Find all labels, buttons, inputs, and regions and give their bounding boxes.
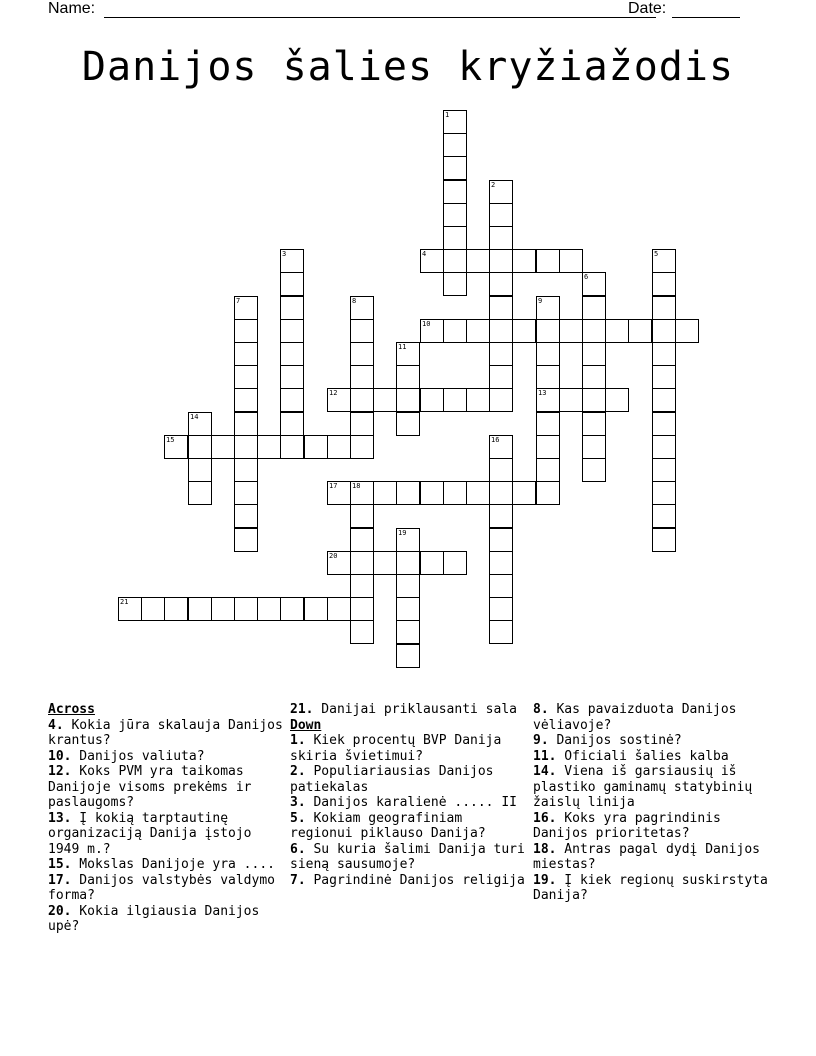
grid-cell[interactable] — [350, 412, 374, 436]
grid-cell[interactable] — [211, 597, 235, 621]
clue-item-number: 18. — [533, 841, 557, 857]
grid-cell[interactable] — [257, 597, 281, 621]
clue-item-number: 21. — [290, 702, 314, 717]
grid-cell[interactable] — [420, 388, 444, 412]
grid-cell[interactable] — [350, 296, 374, 320]
grid-cell[interactable] — [536, 458, 560, 482]
grid-cell[interactable] — [489, 504, 513, 528]
grid-cell[interactable] — [652, 481, 676, 505]
clue-column-1 — [48, 702, 283, 935]
grid-cell[interactable] — [420, 249, 444, 273]
grid-cell[interactable] — [582, 388, 606, 412]
grid-cell[interactable] — [188, 412, 212, 436]
clue-item — [533, 702, 773, 733]
clue-number: 10 — [422, 320, 431, 328]
clue-item-number: 9. — [533, 733, 549, 748]
clue-number: 3 — [282, 250, 287, 258]
grid-cell[interactable] — [234, 597, 258, 621]
clue-item-text: Danijai priklausanti sala — [313, 702, 517, 717]
grid-cell[interactable] — [512, 249, 536, 273]
clue-number: 8 — [352, 297, 357, 305]
clue-item-text: Kokia ilgiausia Danijos upė? — [48, 903, 260, 934]
clue-item-text: Kokia jūra skalauja Danijos krantus? — [48, 717, 283, 748]
clue-number: 6 — [584, 273, 589, 281]
grid-cell[interactable] — [489, 365, 513, 389]
grid-cell[interactable] — [350, 481, 374, 505]
grid-cell[interactable] — [489, 180, 513, 204]
grid-cell[interactable] — [118, 597, 142, 621]
grid-cell[interactable] — [188, 481, 212, 505]
grid-cell[interactable] — [234, 365, 258, 389]
clue-item — [290, 795, 525, 811]
clue-item-number: 5. — [290, 810, 306, 826]
clue-item — [48, 873, 283, 904]
grid-cell[interactable] — [489, 481, 513, 505]
clue-item-text: Pagrindinė Danijos religija — [305, 872, 525, 888]
clue-number: 4 — [422, 250, 427, 258]
grid-cell[interactable] — [489, 203, 513, 227]
grid-cell[interactable] — [443, 110, 467, 134]
grid-cell[interactable] — [164, 597, 188, 621]
grid-cell[interactable] — [396, 342, 420, 366]
clue-item — [290, 733, 525, 764]
clue-number: 20 — [329, 552, 338, 560]
grid-cell[interactable] — [396, 574, 420, 598]
grid-cell[interactable] — [652, 249, 676, 273]
clue-item-text: Oficiali šalies kalba — [556, 748, 729, 764]
clue-number: 19 — [398, 529, 407, 537]
clue-item-number: 2. — [290, 764, 306, 779]
grid-cell[interactable] — [652, 388, 676, 412]
clue-item-text: Kiek procentų BVP Danija skiria švietimui? — [290, 733, 502, 764]
down-heading: Down — [290, 717, 322, 733]
grid-cell[interactable] — [350, 365, 374, 389]
grid-cell[interactable] — [466, 249, 490, 273]
grid-cell[interactable] — [443, 249, 467, 273]
clue-item-text: Danijos valstybės valdymo forma? — [48, 872, 275, 903]
grid-cell[interactable] — [652, 272, 676, 296]
grid-cell[interactable] — [489, 319, 513, 343]
grid-cell[interactable] — [234, 342, 258, 366]
clue-item-number: 20. — [48, 903, 72, 919]
grid-cell[interactable] — [373, 551, 397, 575]
clue-item-number: 11. — [533, 748, 557, 764]
clue-item-text: Kokiam geografiniam regionui piklauso Danija? — [290, 810, 486, 841]
clue-item-text: Danijos sostinė? — [548, 733, 682, 748]
grid-cell[interactable] — [582, 272, 606, 296]
clue-column-2 — [290, 702, 525, 888]
grid-cell[interactable] — [280, 365, 304, 389]
grid-cell[interactable] — [582, 365, 606, 389]
grid-cell[interactable] — [652, 412, 676, 436]
clue-item — [290, 873, 525, 889]
grid-cell[interactable] — [141, 597, 165, 621]
clue-number: 5 — [654, 250, 659, 258]
clue-item-text: Kas pavaizduota Danijos vėliavoje? — [533, 702, 737, 733]
clue-item-number: 19. — [533, 872, 557, 888]
clue-item-text: Populiariausias Danijos patiekalas — [290, 764, 494, 795]
grid-cell[interactable] — [304, 597, 328, 621]
grid-cell[interactable] — [489, 574, 513, 598]
grid-cell[interactable] — [350, 551, 374, 575]
grid-cell[interactable] — [489, 620, 513, 644]
grid-cell[interactable] — [234, 319, 258, 343]
clue-item — [533, 842, 773, 873]
clue-item — [48, 857, 283, 873]
clue-number: 13 — [538, 389, 547, 397]
clue-item — [533, 749, 773, 765]
grid-cell[interactable] — [536, 296, 560, 320]
grid-cell[interactable] — [396, 481, 420, 505]
clue-item-number: 1. — [290, 733, 306, 748]
grid-cell[interactable] — [188, 458, 212, 482]
grid-cell[interactable] — [652, 504, 676, 528]
clue-item-text: Danijos valiuta? — [71, 748, 205, 764]
grid-cell[interactable] — [396, 388, 420, 412]
clue-item — [48, 811, 283, 858]
grid-cell[interactable] — [536, 388, 560, 412]
clue-item-text: Mokslas Danijoje yra .... — [71, 857, 275, 872]
grid-cell[interactable] — [420, 481, 444, 505]
clue-item — [533, 764, 773, 811]
grid-cell[interactable] — [489, 388, 513, 412]
grid-cell[interactable] — [582, 435, 606, 459]
grid-cell[interactable] — [443, 203, 467, 227]
grid-cell[interactable] — [675, 319, 699, 343]
clue-number: 2 — [491, 181, 496, 189]
clue-number: 7 — [236, 297, 241, 305]
grid-cell[interactable] — [443, 551, 467, 575]
grid-cell[interactable] — [489, 272, 513, 296]
grid-cell[interactable] — [234, 435, 258, 459]
grid-cell[interactable] — [466, 388, 490, 412]
grid-cell[interactable] — [234, 412, 258, 436]
grid-cell[interactable] — [628, 319, 652, 343]
grid-cell[interactable] — [536, 249, 560, 273]
grid-cell[interactable] — [396, 412, 420, 436]
clue-item — [290, 702, 525, 718]
clue-item-text: Danijos karalienė ..... II — [305, 795, 517, 810]
clue-item — [48, 749, 283, 765]
grid-cell[interactable] — [536, 342, 560, 366]
grid-cell[interactable] — [652, 458, 676, 482]
grid-cell[interactable] — [489, 528, 513, 552]
clue-item — [533, 873, 773, 904]
grid-cell[interactable] — [327, 481, 351, 505]
grid-cell[interactable] — [466, 481, 490, 505]
clue-item-number: 8. — [533, 702, 549, 717]
grid-cell[interactable] — [512, 481, 536, 505]
grid-cell[interactable] — [350, 504, 374, 528]
clue-number: 16 — [491, 436, 500, 444]
grid-cell[interactable] — [536, 481, 560, 505]
grid-cell[interactable] — [350, 388, 374, 412]
clue-item — [533, 733, 773, 749]
grid-cell[interactable] — [489, 458, 513, 482]
grid-cell[interactable] — [280, 597, 304, 621]
grid-cell[interactable] — [396, 551, 420, 575]
grid-cell[interactable] — [605, 319, 629, 343]
clue-number: 11 — [398, 343, 407, 351]
clue-number: 18 — [352, 482, 361, 490]
clue-item-number: 6. — [290, 841, 306, 857]
grid-cell[interactable] — [234, 481, 258, 505]
grid-cell[interactable] — [234, 388, 258, 412]
clue-number: 21 — [120, 598, 129, 606]
clue-item-number: 16. — [533, 810, 557, 826]
grid-cell[interactable] — [443, 388, 467, 412]
grid-cell[interactable] — [280, 319, 304, 343]
grid-cell[interactable] — [396, 597, 420, 621]
clue-number: 12 — [329, 389, 338, 397]
grid-cell[interactable] — [582, 412, 606, 436]
grid-cell[interactable] — [280, 388, 304, 412]
grid-cell[interactable] — [536, 319, 560, 343]
clue-item — [48, 764, 283, 811]
grid-cell[interactable] — [350, 597, 374, 621]
grid-cell[interactable] — [257, 435, 281, 459]
grid-cell[interactable] — [443, 226, 467, 250]
grid-cell[interactable] — [164, 435, 188, 459]
name-label: Name: — [48, 0, 96, 17]
grid-cell[interactable] — [605, 388, 629, 412]
grid-cell[interactable] — [350, 342, 374, 366]
clue-item-number: 3. — [290, 795, 306, 810]
grid-cell[interactable] — [420, 319, 444, 343]
grid-cell[interactable] — [443, 319, 467, 343]
grid-cell[interactable] — [489, 226, 513, 250]
grid-cell[interactable] — [536, 435, 560, 459]
clue-item-text: Į kokią tarptautinę organizaciją Danija įstojo 1949 m.? — [48, 810, 252, 857]
page-title: Danijos šalies kryžiažodis — [81, 44, 735, 90]
clue-item — [290, 811, 525, 842]
grid-cell[interactable] — [652, 365, 676, 389]
clue-item — [290, 764, 525, 795]
grid-cell[interactable] — [211, 435, 235, 459]
grid-cell[interactable] — [512, 319, 536, 343]
clue-number: 15 — [166, 436, 175, 444]
grid-cell[interactable] — [350, 620, 374, 644]
grid-cell[interactable] — [234, 504, 258, 528]
grid-cell[interactable] — [327, 388, 351, 412]
grid-cell[interactable] — [327, 551, 351, 575]
grid-cell[interactable] — [280, 296, 304, 320]
grid-cell[interactable] — [443, 156, 467, 180]
clue-item-text: Į kiek regionų suskirstyta Danija? — [533, 872, 768, 903]
grid-cell[interactable] — [373, 388, 397, 412]
grid-cell[interactable] — [466, 319, 490, 343]
grid-cell[interactable] — [280, 412, 304, 436]
grid-cell[interactable] — [489, 597, 513, 621]
grid-cell[interactable] — [443, 272, 467, 296]
grid-cell[interactable] — [489, 296, 513, 320]
clue-item-number: 15. — [48, 857, 72, 872]
grid-cell[interactable] — [280, 249, 304, 273]
clue-item-text: Koks PVM yra taikomas Danijoje visoms prekėms ir paslaugoms? — [48, 764, 252, 810]
clue-item-number: 14. — [533, 764, 557, 779]
grid-cell[interactable] — [559, 319, 583, 343]
grid-cell[interactable] — [373, 481, 397, 505]
grid-cell[interactable] — [188, 435, 212, 459]
across-heading: Across — [48, 702, 95, 717]
grid-cell[interactable] — [327, 597, 351, 621]
grid-cell[interactable] — [582, 319, 606, 343]
grid-cell[interactable] — [188, 597, 212, 621]
clue-number: 1 — [445, 111, 450, 119]
grid-cell[interactable] — [280, 342, 304, 366]
clue-item — [290, 842, 525, 873]
clue-item — [48, 904, 283, 935]
clue-item-number: 7. — [290, 872, 306, 888]
clue-item-number: 13. — [48, 810, 72, 826]
grid-cell[interactable] — [396, 365, 420, 389]
grid-cell[interactable] — [652, 296, 676, 320]
date-label: Date: — [628, 0, 667, 17]
grid-cell[interactable] — [536, 412, 560, 436]
grid-cell[interactable] — [420, 551, 444, 575]
grid-cell[interactable] — [582, 296, 606, 320]
clue-item-text: Koks yra pagrindinis Danijos prioritetas? — [533, 810, 721, 841]
grid-cell[interactable] — [396, 528, 420, 552]
grid-cell[interactable] — [489, 249, 513, 273]
grid-cell[interactable] — [234, 296, 258, 320]
grid-cell[interactable] — [350, 574, 374, 598]
grid-cell[interactable] — [652, 342, 676, 366]
clue-item-text: Su kuria šalimi Danija turi sieną sausumoje? — [290, 841, 525, 872]
grid-cell[interactable] — [234, 458, 258, 482]
grid-cell[interactable] — [652, 319, 676, 343]
clue-column-3 — [533, 702, 773, 904]
grid-cell[interactable] — [582, 458, 606, 482]
clue-item — [48, 718, 283, 749]
grid-cell[interactable] — [304, 435, 328, 459]
clue-item-number: 10. — [48, 748, 72, 764]
grid-cell[interactable] — [443, 133, 467, 157]
grid-cell[interactable] — [443, 481, 467, 505]
grid-cell[interactable] — [280, 272, 304, 296]
grid-cell[interactable] — [489, 435, 513, 459]
clue-item-text: Antras pagal dydį Danijos miestas? — [533, 841, 760, 872]
clue-number: 9 — [538, 297, 543, 305]
grid-cell[interactable] — [350, 319, 374, 343]
clue-item-text: Viena iš garsiausių iš plastiko gaminamų statybinių žaislų linija — [533, 764, 753, 810]
grid-cell[interactable] — [327, 435, 351, 459]
grid-cell[interactable] — [652, 435, 676, 459]
grid-cell[interactable] — [489, 342, 513, 366]
grid-cell[interactable] — [559, 249, 583, 273]
grid-cell[interactable] — [234, 528, 258, 552]
clue-item — [533, 811, 773, 842]
grid-cell[interactable] — [443, 180, 467, 204]
clue-number: 17 — [329, 482, 338, 490]
grid-cell[interactable] — [652, 528, 676, 552]
clue-item-number: 4. — [48, 717, 64, 733]
grid-cell[interactable] — [396, 620, 420, 644]
grid-cell[interactable] — [582, 342, 606, 366]
grid-cell[interactable] — [280, 435, 304, 459]
grid-cell[interactable] — [536, 365, 560, 389]
grid-cell[interactable] — [489, 551, 513, 575]
grid-cell[interactable] — [350, 528, 374, 552]
grid-cell[interactable] — [396, 644, 420, 668]
clue-item-number: 17. — [48, 872, 72, 888]
grid-cell[interactable] — [350, 435, 374, 459]
clue-item-number: 12. — [48, 764, 72, 779]
clue-number: 14 — [190, 413, 199, 421]
grid-cell[interactable] — [559, 388, 583, 412]
